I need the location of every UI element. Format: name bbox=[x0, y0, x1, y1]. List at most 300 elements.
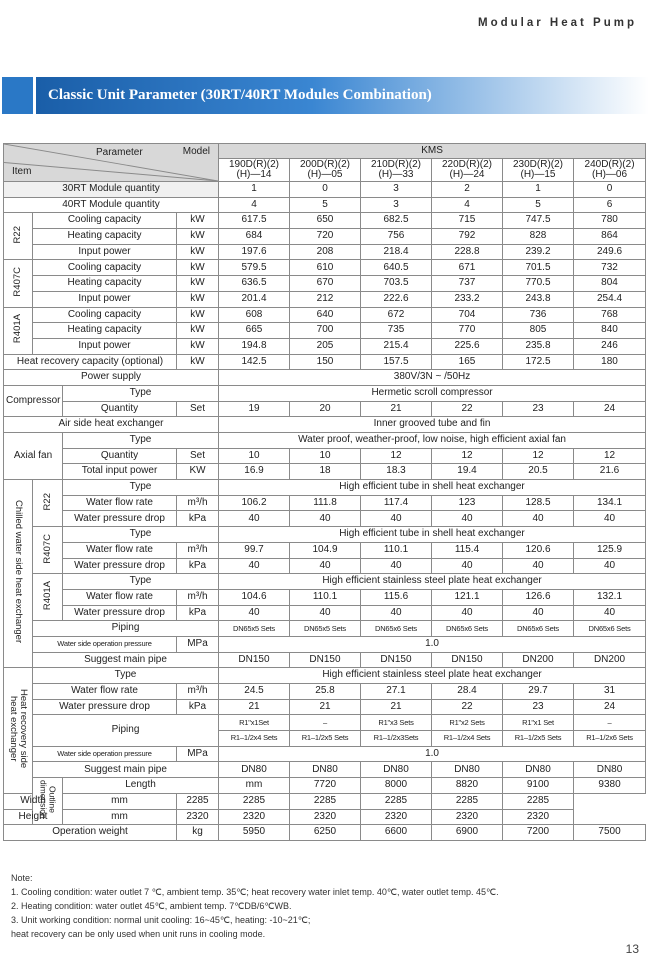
value-cell: 22 bbox=[432, 401, 503, 417]
value-cell: 24.5 bbox=[219, 684, 290, 700]
row-label: Water pressure drop bbox=[63, 605, 177, 621]
value-cell: 21.6 bbox=[574, 464, 646, 480]
value-cell: DN80 bbox=[574, 762, 646, 778]
unit-cell: Set bbox=[177, 448, 219, 464]
value-cell: 40 bbox=[432, 511, 503, 527]
row-label: Water flow rate bbox=[33, 684, 177, 700]
table-row bbox=[4, 213, 646, 229]
section-banner bbox=[2, 77, 649, 114]
value-cell: 243.8 bbox=[503, 291, 574, 307]
refrigerant-group-label-text: R401A bbox=[41, 580, 53, 610]
model-header: 190D(R)(2) (H)—14 bbox=[219, 159, 290, 182]
value-cell: 16.9 bbox=[219, 464, 290, 480]
value-cell: 0 bbox=[574, 182, 646, 198]
value-cell: 134.1 bbox=[574, 495, 646, 511]
value-cell: 7200 bbox=[503, 825, 574, 841]
note-1: 1. Cooling condition: water outlet 7 ℃, ambient temp. 35℃; heat recovery water inlet temp. 40℃, water outlet temp. 45℃. bbox=[11, 887, 499, 897]
value-cell: 792 bbox=[432, 229, 503, 245]
value-cell: 125.9 bbox=[574, 542, 646, 558]
table-row bbox=[4, 809, 646, 825]
value-cell: 40 bbox=[219, 511, 290, 527]
value-cell: R1"x3 Sets bbox=[361, 715, 432, 731]
table-row bbox=[4, 715, 646, 731]
value-cell: 828 bbox=[503, 229, 574, 245]
value-cell: 0 bbox=[290, 182, 361, 198]
value-cell: R1"x1Set bbox=[219, 715, 290, 731]
value-cell: 110.1 bbox=[361, 542, 432, 558]
row-label: Water pressure drop bbox=[33, 699, 177, 715]
brand-header: Modular Heat Pump bbox=[478, 17, 637, 29]
value-cell: Water proof, weather-proof, low noise, high efficient axial fan bbox=[219, 433, 646, 449]
value-cell: DN65x5 Sets bbox=[290, 621, 361, 637]
value-cell: 40 bbox=[361, 605, 432, 621]
value-cell: 201.4 bbox=[219, 291, 290, 307]
value-cell: 40 bbox=[432, 558, 503, 574]
value-cell: 7720 bbox=[290, 778, 361, 794]
page-number: 13 bbox=[625, 942, 639, 956]
value-cell: 117.4 bbox=[361, 495, 432, 511]
chilled-water-group-label-text: Chilled water side heat exchanger bbox=[12, 500, 24, 644]
value-cell: 735 bbox=[361, 323, 432, 339]
table-row bbox=[4, 291, 646, 307]
value-cell: 4 bbox=[219, 197, 290, 213]
refrigerant-group-label-text: R407C bbox=[12, 266, 24, 297]
value-cell: 157.5 bbox=[361, 354, 432, 370]
notes bbox=[11, 871, 499, 941]
value-cell: 40 bbox=[574, 511, 646, 527]
row-label: Air side heat exchanger bbox=[4, 417, 219, 433]
value-cell: 704 bbox=[432, 307, 503, 323]
value-cell: 12 bbox=[574, 448, 646, 464]
value-cell: R1–1/2x4 Sets bbox=[432, 731, 503, 747]
value-cell: 1 bbox=[503, 182, 574, 198]
corner-model-label: Model bbox=[182, 146, 210, 157]
value-cell: 40 bbox=[503, 511, 574, 527]
unit-cell: m³/h bbox=[177, 495, 219, 511]
value-cell: 2320 bbox=[290, 809, 361, 825]
row-label: Type bbox=[63, 527, 219, 543]
table-row bbox=[4, 182, 646, 198]
value-cell: Hermetic scroll compressor bbox=[219, 385, 646, 401]
value-cell: 40 bbox=[361, 558, 432, 574]
value-cell: 672 bbox=[361, 307, 432, 323]
value-cell: 254.4 bbox=[574, 291, 646, 307]
table-row bbox=[4, 464, 646, 480]
value-cell: 24 bbox=[574, 699, 646, 715]
table-row bbox=[4, 825, 646, 841]
value-cell: 40 bbox=[290, 558, 361, 574]
value-cell: 12 bbox=[432, 448, 503, 464]
value-cell: 665 bbox=[219, 323, 290, 339]
value-cell: 579.5 bbox=[219, 260, 290, 276]
value-cell: 780 bbox=[574, 213, 646, 229]
value-cell: DN80 bbox=[503, 762, 574, 778]
value-cell: 6600 bbox=[361, 825, 432, 841]
table-row bbox=[4, 197, 646, 213]
value-cell: 246 bbox=[574, 338, 646, 354]
value-cell: 737 bbox=[432, 276, 503, 292]
value-cell: 10 bbox=[219, 448, 290, 464]
corner-item-label: Item bbox=[12, 166, 32, 177]
value-cell: 2320 bbox=[219, 809, 290, 825]
model-header: 240D(R)(2) (H)—06 bbox=[574, 159, 646, 182]
value-cell: High efficient stainless steel plate heat exchanger bbox=[219, 574, 646, 590]
section-title: Classic Unit Parameter (30RT/40RT Modules Combination) bbox=[48, 87, 432, 103]
value-cell: DN80 bbox=[361, 762, 432, 778]
value-cell: 40 bbox=[219, 605, 290, 621]
group-label: Compressor bbox=[4, 385, 63, 416]
row-label: 30RT Module quantity bbox=[4, 182, 219, 198]
value-cell: 2285 bbox=[219, 793, 290, 809]
unit-cell: MPa bbox=[177, 636, 219, 652]
value-cell: R1"x1 Set bbox=[503, 715, 574, 731]
value-cell: 840 bbox=[574, 323, 646, 339]
value-cell: DN65x6 Sets bbox=[503, 621, 574, 637]
value-cell: 111.8 bbox=[290, 495, 361, 511]
row-label: Suggest main pipe bbox=[33, 762, 219, 778]
value-cell: 671 bbox=[432, 260, 503, 276]
table-row bbox=[4, 762, 646, 778]
value-cell: 6250 bbox=[290, 825, 361, 841]
table-row bbox=[4, 229, 646, 245]
row-label: Water flow rate bbox=[63, 495, 177, 511]
value-cell: 608 bbox=[219, 307, 290, 323]
value-cell: R1–1/2x5 Sets bbox=[290, 731, 361, 747]
unit-cell: mm bbox=[219, 778, 290, 794]
value-cell: 215.4 bbox=[361, 338, 432, 354]
value-cell: 736 bbox=[503, 307, 574, 323]
unit-cell: kW bbox=[177, 307, 219, 323]
value-cell: DN150 bbox=[432, 652, 503, 668]
table-row bbox=[4, 668, 646, 684]
table-row bbox=[4, 323, 646, 339]
table-row bbox=[4, 354, 646, 370]
row-label: Total input power bbox=[63, 464, 177, 480]
value-cell: 40 bbox=[503, 558, 574, 574]
value-cell: 5 bbox=[503, 197, 574, 213]
unit-cell: kW bbox=[177, 229, 219, 245]
refrigerant-group-label bbox=[33, 574, 63, 621]
value-cell: 10 bbox=[290, 448, 361, 464]
value-cell: 249.6 bbox=[574, 244, 646, 260]
value-cell: 640.5 bbox=[361, 260, 432, 276]
value-cell: 225.6 bbox=[432, 338, 503, 354]
banner-accent-square bbox=[2, 77, 33, 114]
value-cell: 132.1 bbox=[574, 589, 646, 605]
table-row bbox=[4, 636, 646, 652]
note-3: 3. Unit working condition: normal unit cooling: 16~45℃, heating: -10~21℃; bbox=[11, 915, 311, 925]
table-row bbox=[4, 605, 646, 621]
row-label: Piping bbox=[33, 621, 219, 637]
table-row bbox=[4, 385, 646, 401]
table-row bbox=[4, 652, 646, 668]
unit-cell: MPa bbox=[177, 746, 219, 762]
unit-cell: kW bbox=[177, 291, 219, 307]
unit-cell: kPa bbox=[177, 558, 219, 574]
value-cell: 610 bbox=[290, 260, 361, 276]
unit-cell: kW bbox=[177, 213, 219, 229]
value-cell: 18 bbox=[290, 464, 361, 480]
model-header: 220D(R)(2) (H)—24 bbox=[432, 159, 503, 182]
row-label: Type bbox=[33, 668, 219, 684]
row-label: Type bbox=[63, 574, 219, 590]
table-row bbox=[4, 746, 646, 762]
unit-cell: kW bbox=[177, 260, 219, 276]
table-row bbox=[4, 495, 646, 511]
value-cell: 126.6 bbox=[503, 589, 574, 605]
model-header: 210D(R)(2) (H)—33 bbox=[361, 159, 432, 182]
note-2: 2. Heating condition: water outlet 45℃, ambient temp. 7℃DB/6℃WB. bbox=[11, 901, 292, 911]
table-row bbox=[4, 511, 646, 527]
value-cell: 40 bbox=[432, 605, 503, 621]
notes-title: Note: bbox=[11, 873, 33, 883]
value-cell: DN150 bbox=[219, 652, 290, 668]
value-cell: DN65x6 Sets bbox=[574, 621, 646, 637]
value-cell: DN65x6 Sets bbox=[432, 621, 503, 637]
refrigerant-group-label-text: R407C bbox=[41, 533, 53, 564]
value-cell: 115.6 bbox=[361, 589, 432, 605]
value-cell: 640 bbox=[290, 307, 361, 323]
refrigerant-group-label bbox=[4, 260, 33, 307]
value-cell: 180 bbox=[574, 354, 646, 370]
value-cell: 636.5 bbox=[219, 276, 290, 292]
value-cell: 2285 bbox=[432, 793, 503, 809]
value-cell: DN200 bbox=[503, 652, 574, 668]
value-cell: 6 bbox=[574, 197, 646, 213]
table-row bbox=[4, 276, 646, 292]
value-cell: 40 bbox=[290, 511, 361, 527]
row-label: Input power bbox=[33, 338, 177, 354]
value-cell: High efficient tube in shell heat exchanger bbox=[219, 527, 646, 543]
value-cell: 5950 bbox=[219, 825, 290, 841]
table-row bbox=[4, 684, 646, 700]
value-cell: 2320 bbox=[503, 809, 574, 825]
value-cell: 235.8 bbox=[503, 338, 574, 354]
unit-cell: mm bbox=[63, 809, 177, 825]
unit-cell: m³/h bbox=[177, 542, 219, 558]
value-cell: 40 bbox=[361, 511, 432, 527]
table-row bbox=[4, 527, 646, 543]
value-cell: 2320 bbox=[177, 809, 219, 825]
row-label: Cooling capacity bbox=[33, 307, 177, 323]
table-row bbox=[4, 699, 646, 715]
row-label: Power supply bbox=[4, 370, 219, 386]
table-row bbox=[4, 778, 646, 794]
value-cell: 40 bbox=[290, 605, 361, 621]
row-label: Water side operation pressure bbox=[33, 636, 177, 652]
value-cell: 380V/3N ~ /50Hz bbox=[219, 370, 646, 386]
value-cell: 222.6 bbox=[361, 291, 432, 307]
table-row bbox=[4, 621, 646, 637]
value-cell: 40 bbox=[574, 558, 646, 574]
table-row bbox=[4, 589, 646, 605]
row-label: Cooling capacity bbox=[33, 213, 177, 229]
row-label: Length bbox=[63, 778, 219, 794]
value-cell: 104.9 bbox=[290, 542, 361, 558]
model-header: 200D(R)(2) (H)—05 bbox=[290, 159, 361, 182]
table-row bbox=[4, 260, 646, 276]
value-cell: 31 bbox=[574, 684, 646, 700]
value-cell: 18.3 bbox=[361, 464, 432, 480]
note-3-continued: heat recovery can be only used when unit runs in cooling mode. bbox=[11, 929, 266, 939]
value-cell: 770.5 bbox=[503, 276, 574, 292]
value-cell: R1–1/2x3Sets bbox=[361, 731, 432, 747]
row-label: Quantity bbox=[63, 448, 177, 464]
table-row bbox=[4, 480, 646, 496]
value-cell: 194.8 bbox=[219, 338, 290, 354]
value-cell: 864 bbox=[574, 229, 646, 245]
value-cell: 2285 bbox=[290, 793, 361, 809]
row-label: Water pressure drop bbox=[63, 511, 177, 527]
row-label: Type bbox=[63, 385, 219, 401]
value-cell: 3 bbox=[361, 182, 432, 198]
value-cell: 20 bbox=[290, 401, 361, 417]
value-cell: 150 bbox=[290, 354, 361, 370]
value-cell: 120.6 bbox=[503, 542, 574, 558]
value-cell: 8000 bbox=[361, 778, 432, 794]
table-row bbox=[4, 433, 646, 449]
chilled-water-group-label bbox=[4, 480, 33, 668]
table-row bbox=[4, 244, 646, 260]
value-cell: 123 bbox=[432, 495, 503, 511]
value-cell: 24 bbox=[574, 401, 646, 417]
value-cell: 684 bbox=[219, 229, 290, 245]
table-row bbox=[4, 144, 646, 159]
value-cell: 12 bbox=[361, 448, 432, 464]
value-cell: 106.2 bbox=[219, 495, 290, 511]
row-label: Heating capacity bbox=[33, 276, 177, 292]
value-cell: High efficient tube in shell heat exchanger bbox=[219, 480, 646, 496]
value-cell: 208 bbox=[290, 244, 361, 260]
value-cell: 142.5 bbox=[219, 354, 290, 370]
table-row bbox=[4, 793, 646, 809]
table-row bbox=[4, 542, 646, 558]
parameter-table bbox=[3, 143, 646, 841]
refrigerant-group-label bbox=[4, 213, 33, 260]
value-cell: 212 bbox=[290, 291, 361, 307]
row-label: Water flow rate bbox=[63, 542, 177, 558]
value-cell: 233.2 bbox=[432, 291, 503, 307]
value-cell: – bbox=[574, 715, 646, 731]
table-row bbox=[4, 401, 646, 417]
value-cell: 21 bbox=[290, 699, 361, 715]
model-header: 230D(R)(2) (H)—15 bbox=[503, 159, 574, 182]
table-row bbox=[4, 307, 646, 323]
refrigerant-group-label bbox=[33, 527, 63, 574]
value-cell: 23 bbox=[503, 401, 574, 417]
value-cell: 6900 bbox=[432, 825, 503, 841]
value-cell: R1–1/2x5 Sets bbox=[503, 731, 574, 747]
value-cell: 99.7 bbox=[219, 542, 290, 558]
value-cell: 23 bbox=[503, 699, 574, 715]
unit-cell: mm bbox=[63, 793, 177, 809]
value-cell: 19.4 bbox=[432, 464, 503, 480]
refrigerant-group-label bbox=[4, 307, 33, 354]
value-cell: Inner grooved tube and fin bbox=[219, 417, 646, 433]
value-cell: 703.5 bbox=[361, 276, 432, 292]
value-cell: 756 bbox=[361, 229, 432, 245]
value-cell: 40 bbox=[503, 605, 574, 621]
series-header: KMS bbox=[219, 144, 646, 159]
value-cell: R1–1/2x4 Sets bbox=[219, 731, 290, 747]
value-cell: 9100 bbox=[503, 778, 574, 794]
unit-cell: m³/h bbox=[177, 589, 219, 605]
value-cell: DN80 bbox=[432, 762, 503, 778]
row-label: Type bbox=[63, 480, 219, 496]
table-row bbox=[4, 448, 646, 464]
value-cell: DN65x6 Sets bbox=[361, 621, 432, 637]
value-cell: DN80 bbox=[219, 762, 290, 778]
value-cell: 2320 bbox=[432, 809, 503, 825]
value-cell: 9380 bbox=[574, 778, 646, 794]
value-cell: 7500 bbox=[574, 825, 646, 841]
value-cell: 20.5 bbox=[503, 464, 574, 480]
value-cell: 1.0 bbox=[219, 636, 646, 652]
heat-recovery-group-label-text: Heat recovery side heat exchanger bbox=[8, 689, 29, 769]
value-cell: 4 bbox=[432, 197, 503, 213]
value-cell: 8820 bbox=[432, 778, 503, 794]
value-cell: 715 bbox=[432, 213, 503, 229]
value-cell: 40 bbox=[219, 558, 290, 574]
value-cell: 172.5 bbox=[503, 354, 574, 370]
value-cell: 747.5 bbox=[503, 213, 574, 229]
row-label: Heating capacity bbox=[33, 323, 177, 339]
unit-cell: KW bbox=[177, 464, 219, 480]
unit-cell: kW bbox=[177, 276, 219, 292]
value-cell: High efficient stainless steel plate heat exchanger bbox=[219, 668, 646, 684]
unit-cell: kg bbox=[177, 825, 219, 841]
value-cell: 720 bbox=[290, 229, 361, 245]
value-cell: 2285 bbox=[177, 793, 219, 809]
unit-cell: kPa bbox=[177, 511, 219, 527]
row-label: Input power bbox=[33, 244, 177, 260]
value-cell: 670 bbox=[290, 276, 361, 292]
value-cell: 2285 bbox=[361, 793, 432, 809]
value-cell: 40 bbox=[574, 605, 646, 621]
unit-cell: kW bbox=[177, 244, 219, 260]
value-cell: 121.1 bbox=[432, 589, 503, 605]
table-row bbox=[4, 370, 646, 386]
row-label: Quantity bbox=[63, 401, 177, 417]
value-cell: 732 bbox=[574, 260, 646, 276]
row-label: Cooling capacity bbox=[33, 260, 177, 276]
row-label: Type bbox=[63, 433, 219, 449]
value-cell: 21 bbox=[219, 699, 290, 715]
value-cell: DN150 bbox=[290, 652, 361, 668]
value-cell: DN200 bbox=[574, 652, 646, 668]
value-cell: 1 bbox=[219, 182, 290, 198]
row-label: Input power bbox=[33, 291, 177, 307]
refrigerant-group-label bbox=[33, 480, 63, 527]
value-cell: 218.4 bbox=[361, 244, 432, 260]
value-cell: 2 bbox=[432, 182, 503, 198]
value-cell: 700 bbox=[290, 323, 361, 339]
value-cell: 805 bbox=[503, 323, 574, 339]
value-cell: R1–1/2x6 Sets bbox=[574, 731, 646, 747]
value-cell: 3 bbox=[361, 197, 432, 213]
value-cell: 128.5 bbox=[503, 495, 574, 511]
unit-cell: kW bbox=[177, 354, 219, 370]
row-label: Height bbox=[4, 809, 63, 825]
row-label: Piping bbox=[33, 715, 219, 746]
unit-cell: m³/h bbox=[177, 684, 219, 700]
unit-cell: Set bbox=[177, 401, 219, 417]
row-label: 40RT Module quantity bbox=[4, 197, 219, 213]
value-cell: 19 bbox=[219, 401, 290, 417]
row-label: Water side operation pressure bbox=[33, 746, 177, 762]
row-label: Heating capacity bbox=[33, 229, 177, 245]
value-cell: 27.1 bbox=[361, 684, 432, 700]
